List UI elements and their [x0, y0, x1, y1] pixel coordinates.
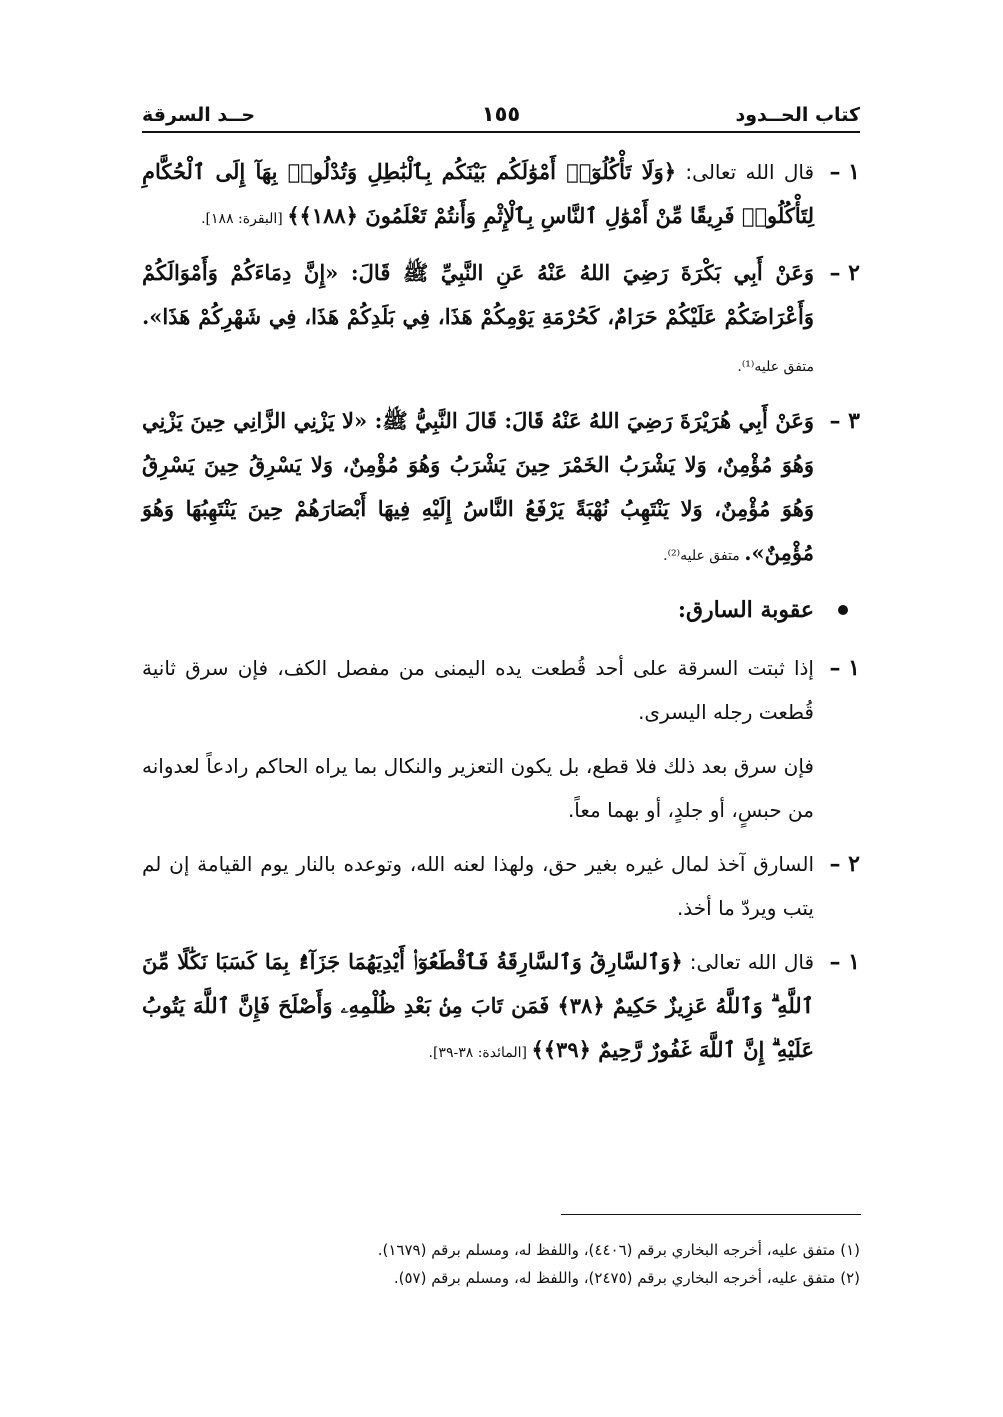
hadith-text: وَعَنْ أَبِي هُرَيْرَةَ رَضِيَ اللهُ عَنْهُ قَالَ: قَالَ النَّبِيُّ ﷺ: «لا يَزْنِي الزَّانِي حِينَ يَزْنِي وَهُوَ مُؤْمِنٌ، وَلا يَشْرَبُ الخَمْرَ حِينَ يَشْرَبُ وَهُوَ مُؤْمِنٌ، وَلا يَسْرِقُ حِينَ يَسْرِقُ وَهُوَ مُؤْمِنٌ، وَلا يَنْتَهِبُ نُهْبَةً يَرْفَعُ النَّاسُ إِلَيْهِ فِيهَا أَبْصَارَهُمْ حِينَ يَنْتَهِبُهَا وَهُوَ مُؤْمِنٌ». [142, 408, 814, 565]
item-number: ١ – [829, 949, 860, 975]
hadith-note: متفق عليه⁽¹⁾. [737, 359, 814, 375]
punishment-item-1 [142, 646, 860, 734]
punishment-item-2 [142, 842, 860, 930]
hadith-note: متفق عليه⁽²⁾. [663, 548, 745, 564]
punishment-text: السارق آخذ لمال غيره بغير حق، ولهذا لعنه الله، وتوعده بالنار يوم القيامة إن لم يتب ويردّ ما أخذ. [142, 852, 814, 920]
footnote-2: (٢) متفق عليه، أخرجه البخاري برقم (٢٤٧٥)، واللفظ له، ومسلم برقم (٥٧). [393, 1269, 860, 1287]
footnotes [142, 1236, 860, 1292]
item-number: ٢ – [829, 851, 860, 877]
verse-intro: قال الله تعالى: [682, 950, 815, 974]
hadith-text: وَعَنْ أَبِي بَكْرَةَ رَضِيَ اللهُ عَنْهُ عَنِ النَّبِيِّ ﷺ قَالَ: «إِنَّ دِمَاءَكُمْ وَأَمْوَالَكُمْ وَأَعْرَاضَكُمْ عَلَيْكُمْ حَرَامٌ، كَحُرْمَةِ يَوْمِكُمْ هَذَا، فِي بَلَدِكُمْ هَذَا، فِي شَهْرِكُمْ هَذَا». [142, 260, 814, 329]
section-title: حــد السرقة [142, 104, 256, 126]
verse-reference: [المائدة: ٣٨-٣٩]. [428, 1045, 532, 1061]
item-number: ١ – [829, 159, 860, 185]
verse-item-last [142, 940, 860, 1075]
item-number: ١ – [829, 655, 860, 681]
hadith-item-3 [142, 399, 860, 578]
heading-text: عقوبة السارق: [677, 597, 814, 623]
item-number: ٣ – [829, 408, 860, 434]
verse-intro: قال الله تعالى: [676, 160, 815, 184]
running-header [142, 98, 860, 132]
footnote-divider [561, 1214, 861, 1215]
bullet-icon [838, 605, 848, 615]
book-title: كتاب الحــدود [735, 104, 860, 126]
verse-reference: [البقرة: ١٨٨]. [201, 211, 288, 227]
header-divider [142, 131, 860, 133]
item-number: ٢ – [829, 260, 860, 286]
punishment-text: إذا ثبتت السرقة على أحد قُطعت يده اليمنى من مفصل الكف، فإن سرق ثانية قُطعت رجله اليسرى. [142, 656, 814, 724]
quran-verse: ﴿وَٱلسَّارِقُ وَٱلسَّارِقَةُ فَٱقْطَعُوٓا۟ أَيْدِيَهُمَا جَزَآءًۢ بِمَا كَسَبَا نَكَٰلًا مِّنَ ٱللَّهِ ۗ وَٱللَّهُ عَزِيزٌ حَكِيمٌ ﴿٣٨﴾ فَمَن تَابَ مِنۢ بَعْدِ ظُلْمِهِۦ وَأَصْلَحَ فَإِنَّ ٱللَّهَ يَتُوبُ عَلَيْهِ ۗ إِنَّ ٱللَّهَ غَفُورٌ رَّحِيمٌ ﴿٣٩﴾﴾ [142, 949, 814, 1062]
page-number: ١٥٥ [481, 102, 521, 126]
verse-item-1 [142, 150, 860, 241]
punishment-paragraph: فإن سرق بعد ذلك فلا قطع، بل يكون التعزير والنكال بما يراه الحاكم رادعاً لعدوانه من حبسٍ، أو جلدٍ، أو بهما معاً. [142, 754, 814, 822]
section-heading [142, 588, 860, 632]
main-text [142, 150, 860, 1085]
quran-verse: ﴿وَلَا تَأْكُلُوٓا۟ أَمْوَٰلَكُم بَيْنَكُم بِٱلْبَٰطِلِ وَتُدْلُوا۟ بِهَآ إِلَى ٱلْحُكَّامِ لِتَأْكُلُوا۟ فَرِيقًا مِّنْ أَمْوَٰلِ ٱلنَّاسِ بِٱلْإِثْمِ وَأَنتُمْ تَعْلَمُونَ ﴿١٨٨﴾﴾ [142, 159, 814, 228]
hadith-item-2 [142, 251, 860, 389]
footnote-1: (١) متفق عليه، أخرجه البخاري برقم (٤٤٠٦)، واللفظ له، ومسلم برقم (١٦٧٩). [377, 1241, 860, 1259]
